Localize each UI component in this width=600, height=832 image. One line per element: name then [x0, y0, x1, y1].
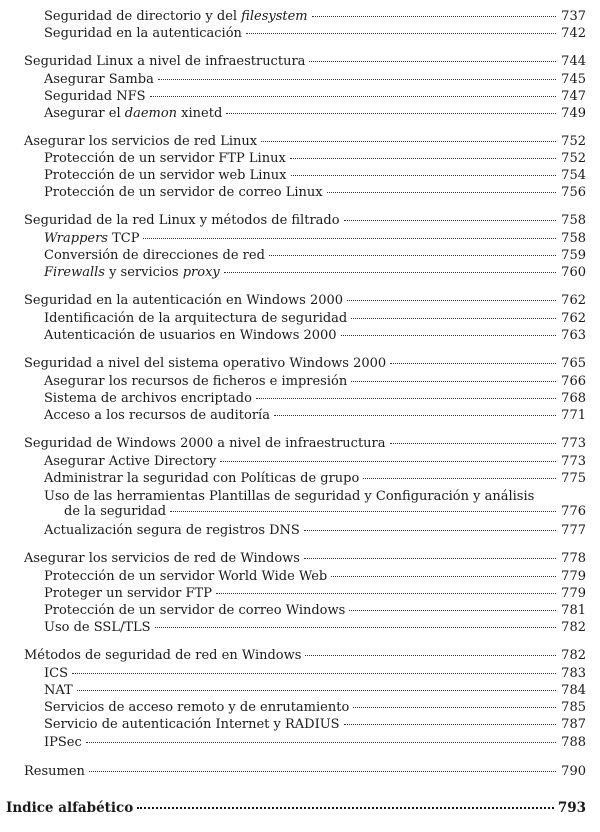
entry-title: Firewalls y servicios proxy [44, 265, 220, 280]
dot-leader [86, 741, 556, 743]
page-number: 782 [561, 648, 586, 663]
page-number: 785 [561, 700, 586, 715]
toc-heading [24, 213, 586, 228]
dot-leader [216, 592, 556, 594]
dot-leader [269, 254, 556, 256]
toc-entry [44, 374, 586, 389]
page-number: 779 [561, 586, 586, 601]
toc-entry [44, 328, 586, 343]
toc-entry [44, 248, 586, 263]
heading-title: Resumen [24, 764, 85, 779]
toc-entry [44, 666, 586, 681]
toc-heading [24, 293, 586, 308]
page-number: 756 [561, 185, 586, 200]
dot-leader [309, 60, 556, 62]
page-number: 762 [561, 311, 586, 326]
page-number: 752 [561, 134, 586, 149]
dot-leader [341, 334, 556, 336]
heading-title: Seguridad Linux a nivel de infraestructura [24, 54, 306, 69]
page-number: 763 [561, 328, 586, 343]
heading-title: Asegurar los servicios de red de Windows [24, 551, 300, 566]
page-number: 758 [561, 213, 586, 228]
toc-entry [44, 471, 586, 486]
toc-entry [44, 265, 586, 280]
entry-title: Proteger un servidor FTP [44, 586, 212, 601]
page-number: 773 [561, 436, 586, 451]
toc-entry-multiline [44, 489, 586, 519]
entry-title: Protección de un servidor FTP Linux [44, 151, 286, 166]
page-number: 781 [561, 603, 586, 618]
dot-leader [351, 317, 556, 319]
dot-leader [349, 609, 556, 611]
toc-entry [44, 151, 586, 166]
heading-title: Seguridad de la red Linux y métodos de filtrado [24, 213, 340, 228]
heading-title: Métodos de seguridad de red en Windows [24, 648, 302, 663]
dot-leader [331, 575, 556, 577]
entry-title: Protección de un servidor World Wide Web [44, 569, 328, 584]
toc-entry [44, 185, 586, 200]
page-number: 760 [561, 265, 586, 280]
entry-title: NAT [44, 683, 73, 698]
toc-index-entry [6, 801, 586, 816]
entry-title: Uso de las herramientas Plantillas de seguridad y Configuración y análisis [44, 489, 535, 504]
dot-leader [344, 219, 556, 221]
toc-heading [24, 551, 586, 566]
entry-title-line2: de la seguridad [64, 504, 167, 519]
page-number: 779 [561, 569, 586, 584]
entry-title: Asegurar los recursos de ficheros e impresión [44, 374, 348, 389]
entry-title: Wrappers TCP [44, 231, 140, 246]
entry-title: Administrar la seguridad con Políticas de grupo [44, 471, 360, 486]
toc-entry [44, 72, 586, 87]
toc-entry [44, 620, 586, 635]
toc-entry [44, 311, 586, 326]
toc-heading [24, 648, 586, 663]
page-number: 747 [561, 89, 586, 104]
entry-title: Acceso a los recursos de auditoría [44, 408, 270, 423]
toc-entry [44, 523, 586, 538]
index-title: Indice alfabético [6, 800, 134, 816]
toc-heading [24, 356, 586, 371]
toc-entry [44, 700, 586, 715]
page-number: 783 [561, 666, 586, 681]
page-number: 776 [561, 504, 586, 519]
dot-leader [390, 442, 556, 444]
heading-title: Seguridad en la autenticación en Windows 2000 [24, 293, 344, 308]
dot-leader [363, 477, 556, 479]
dot-leader [220, 460, 556, 462]
dot-leader [89, 770, 556, 772]
entry-title: Sistema de archivos encriptado [44, 391, 252, 406]
entry-title: Actualización segura de registros DNS [44, 523, 300, 538]
heading-title: Seguridad a nivel del sistema operativo Windows 2000 [24, 356, 387, 371]
page-number: 766 [561, 374, 586, 389]
heading-title: Seguridad de Windows 2000 a nivel de infraestructura [24, 436, 386, 451]
entry-title: Seguridad en la autenticación [44, 26, 242, 41]
entry-title: Asegurar Samba [44, 72, 154, 87]
dot-leader [347, 299, 556, 301]
page-number: 754 [561, 168, 586, 183]
dot-leader [226, 112, 556, 114]
toc-heading [24, 134, 586, 149]
dot-leader [150, 95, 557, 97]
toc-entry [44, 454, 586, 469]
page-number: 784 [561, 683, 586, 698]
entry-title: Asegurar Active Directory [44, 454, 217, 469]
page-number: 790 [561, 764, 586, 779]
page-number: 768 [561, 391, 586, 406]
toc-heading [24, 764, 586, 779]
entry-title: Autenticación de usuarios en Windows 2000 [44, 328, 337, 343]
page-number: 771 [561, 408, 586, 423]
dot-leader [72, 672, 556, 674]
entry-title: IPSec [44, 735, 82, 750]
toc-entry [44, 569, 586, 584]
dot-leader [224, 271, 556, 273]
entry-title: Seguridad NFS [44, 89, 146, 104]
dot-leader [353, 706, 556, 708]
dot-leader [304, 529, 556, 531]
toc-entry [44, 106, 586, 121]
entry-title: Servicio de autenticación Internet y RADIUS [44, 717, 340, 732]
page-number: 758 [561, 231, 586, 246]
toc-entry [44, 168, 586, 183]
entry-title: Protección de un servidor de correo Windows [44, 603, 346, 618]
toc-heading [24, 54, 586, 69]
dot-leader [290, 157, 556, 159]
page-number: 775 [561, 471, 586, 486]
dot-leader [305, 654, 556, 656]
dot-leader [261, 140, 556, 142]
dot-leader [77, 689, 556, 691]
toc-entry [44, 586, 586, 601]
page-number: 773 [561, 454, 586, 469]
dot-leader [155, 626, 556, 628]
entry-title: Protección de un servidor web Linux [44, 168, 287, 183]
dot-leader [137, 806, 554, 809]
dot-leader [158, 78, 556, 80]
dot-leader [170, 510, 556, 512]
toc-entry [44, 9, 586, 24]
page-number: 762 [561, 293, 586, 308]
dot-leader [312, 15, 556, 17]
entry-title: Conversión de direcciones de red [44, 248, 265, 263]
toc-entry [44, 408, 586, 423]
toc-entry [44, 231, 586, 246]
toc-entry [44, 683, 586, 698]
dot-leader [246, 32, 556, 34]
entry-title: ICS [44, 666, 68, 681]
page-number: 749 [561, 106, 586, 121]
dot-leader [304, 557, 556, 559]
page-number: 793 [557, 800, 586, 816]
page-number: 788 [561, 735, 586, 750]
page-number: 744 [561, 54, 586, 69]
dot-leader [344, 723, 556, 725]
entry-title: Seguridad de directorio y del filesystem [44, 9, 308, 24]
page-number: 778 [561, 551, 586, 566]
dot-leader [274, 414, 556, 416]
heading-title: Asegurar los servicios de red Linux [24, 134, 258, 149]
page-number: 745 [561, 72, 586, 87]
toc-entry [44, 391, 586, 406]
entry-title: Asegurar el daemon xinetd [44, 106, 223, 121]
toc-entry [44, 735, 586, 750]
toc-entry [44, 717, 586, 732]
toc-entry [44, 26, 586, 41]
dot-leader [256, 397, 556, 399]
page-number: 759 [561, 248, 586, 263]
dot-leader [390, 362, 556, 364]
page-number: 787 [561, 717, 586, 732]
page-number: 752 [561, 151, 586, 166]
page-number: 742 [561, 26, 586, 41]
entry-title: Identificación de la arquitectura de seguridad [44, 311, 348, 326]
entry-title: Protección de un servidor de correo Linux [44, 185, 323, 200]
dot-leader [291, 174, 557, 176]
page-number: 737 [561, 9, 586, 24]
dot-leader [327, 191, 556, 193]
entry-title: Uso de SSL/TLS [44, 620, 151, 635]
page-number: 777 [561, 523, 586, 538]
entry-title-continuation-row [44, 504, 586, 519]
entry-title: Servicios de acceso remoto y de enrutamiento [44, 700, 350, 715]
dot-leader [143, 237, 556, 239]
page-number: 765 [561, 356, 586, 371]
dot-leader [351, 380, 556, 382]
toc-entry [44, 603, 586, 618]
toc-heading [24, 436, 586, 451]
page-number: 782 [561, 620, 586, 635]
toc-entry [44, 89, 586, 104]
